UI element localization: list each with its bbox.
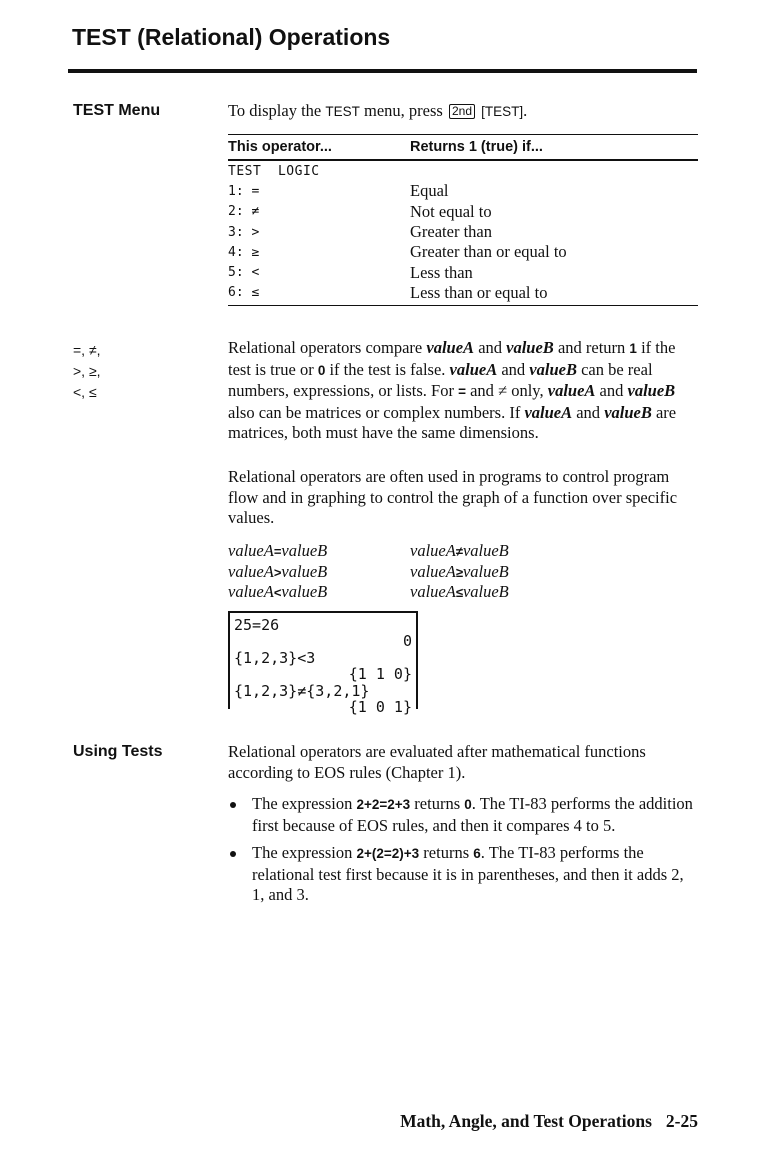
operator-table xyxy=(228,134,698,306)
expression-right: valueA≠valueB xyxy=(410,541,509,560)
operator-cell: 4: ≥ xyxy=(228,244,260,260)
description-cell: Equal xyxy=(410,181,449,201)
expression-right: valueA≤valueB xyxy=(410,582,509,601)
table-row-menu xyxy=(228,161,698,181)
description-cell: Less than xyxy=(410,262,473,282)
screen-line: 25=26 xyxy=(234,616,280,634)
expression-row xyxy=(228,582,698,603)
calculator-screen xyxy=(228,611,418,716)
using-tests-bullets xyxy=(228,794,698,913)
table-row xyxy=(228,283,698,303)
side-ops-line: =, ≠, xyxy=(73,342,101,358)
page-title: TEST (Relational) Operations xyxy=(72,24,391,50)
table-row xyxy=(228,242,698,262)
col-header-operator: This operator... xyxy=(228,139,332,155)
operator-cell: 3: > xyxy=(228,224,260,240)
expression-left: valueA=valueB xyxy=(228,541,328,560)
expression-right: valueA≥valueB xyxy=(410,561,509,581)
page-footer xyxy=(400,1111,698,1132)
test-menu-intro xyxy=(228,101,698,123)
expression-examples xyxy=(228,541,698,603)
table-row xyxy=(228,181,698,201)
table-header xyxy=(228,135,698,159)
expression-row xyxy=(228,541,698,562)
key-test: [TEST] xyxy=(481,104,524,119)
expression-row xyxy=(228,562,698,583)
using-tests-heading: Using Tests xyxy=(73,743,163,760)
using-tests-intro: Relational operators are evaluated after mathematical functions according to EOS rules (Chapter 1). xyxy=(228,742,646,782)
page-number: 2-25 xyxy=(665,1111,698,1131)
intro-text-3: . xyxy=(523,101,528,120)
side-ops-line: >, ≥, xyxy=(73,363,101,379)
table-row xyxy=(228,202,698,222)
operators-side-label xyxy=(73,340,101,403)
intro-menu-name: TEST xyxy=(325,104,360,119)
screen-line: 0 xyxy=(402,632,412,651)
table-row xyxy=(228,222,698,242)
screen-line: {1 0 1} xyxy=(348,697,412,716)
paragraph-text: Relational operators are often used in programs to control program flow and in graphing to control the graph of a function over specific values. xyxy=(228,467,678,527)
col-header-returns: Returns 1 (true) if... xyxy=(410,139,543,155)
operator-cell: 2: ≠ xyxy=(228,204,260,220)
description-cell: Less than or equal to xyxy=(410,282,548,302)
description-cell: Greater than xyxy=(410,222,492,242)
screen-line: {1,2,3}<3 xyxy=(234,648,316,667)
screen-line: {1,2,3}≠{3,2,1} xyxy=(234,681,370,700)
list-item: The expression 2+2=2+3 returns 0. The TI-83 performs the addition first because of EOS rules, and then it compares 4 to 5. xyxy=(228,794,698,836)
list-item: The expression 2+(2=2)+3 returns 6. The TI-83 performs the relational test first because it is in parentheses, and then it adds 2, 1, and 3. xyxy=(228,843,698,906)
side-ops-line: <, ≤ xyxy=(73,384,97,400)
expression-left: valueA>valueB xyxy=(228,561,328,581)
footer-section-title: Math, Angle, and Test Operations xyxy=(400,1111,652,1131)
intro-text-1: To display the xyxy=(228,101,326,120)
operators-paragraph-2 xyxy=(228,467,698,529)
intro-text-2: menu, press xyxy=(359,101,447,120)
operator-cell: 6: ≤ xyxy=(228,285,260,301)
description-cell: Greater than or equal to xyxy=(410,242,567,262)
key-2nd: 2nd xyxy=(449,104,475,119)
screen-line: {1 1 0} xyxy=(348,665,412,684)
operator-cell: 5: < xyxy=(228,265,260,281)
table-rule-bottom xyxy=(228,305,698,306)
title-rule xyxy=(68,69,697,73)
expression-left: valueA<valueB xyxy=(228,582,328,601)
description-cell: Not equal to xyxy=(410,201,492,221)
table-row xyxy=(228,262,698,282)
operators-paragraph-1: Relational operators compare valueA and valueB and return 1 if the test is true or 0 if the test is false. valueA and valueB can be real numbers, expressions, or lists. For = and ≠ only, valueA and valueB also can be matrices or complex numbers. If valueA and valueB are matrices, both must have the same dimensions. xyxy=(228,338,677,442)
operator-cell: 1: = xyxy=(228,183,260,199)
menu-label: TEST LOGIC xyxy=(228,163,320,179)
test-menu-heading: TEST Menu xyxy=(73,102,161,119)
